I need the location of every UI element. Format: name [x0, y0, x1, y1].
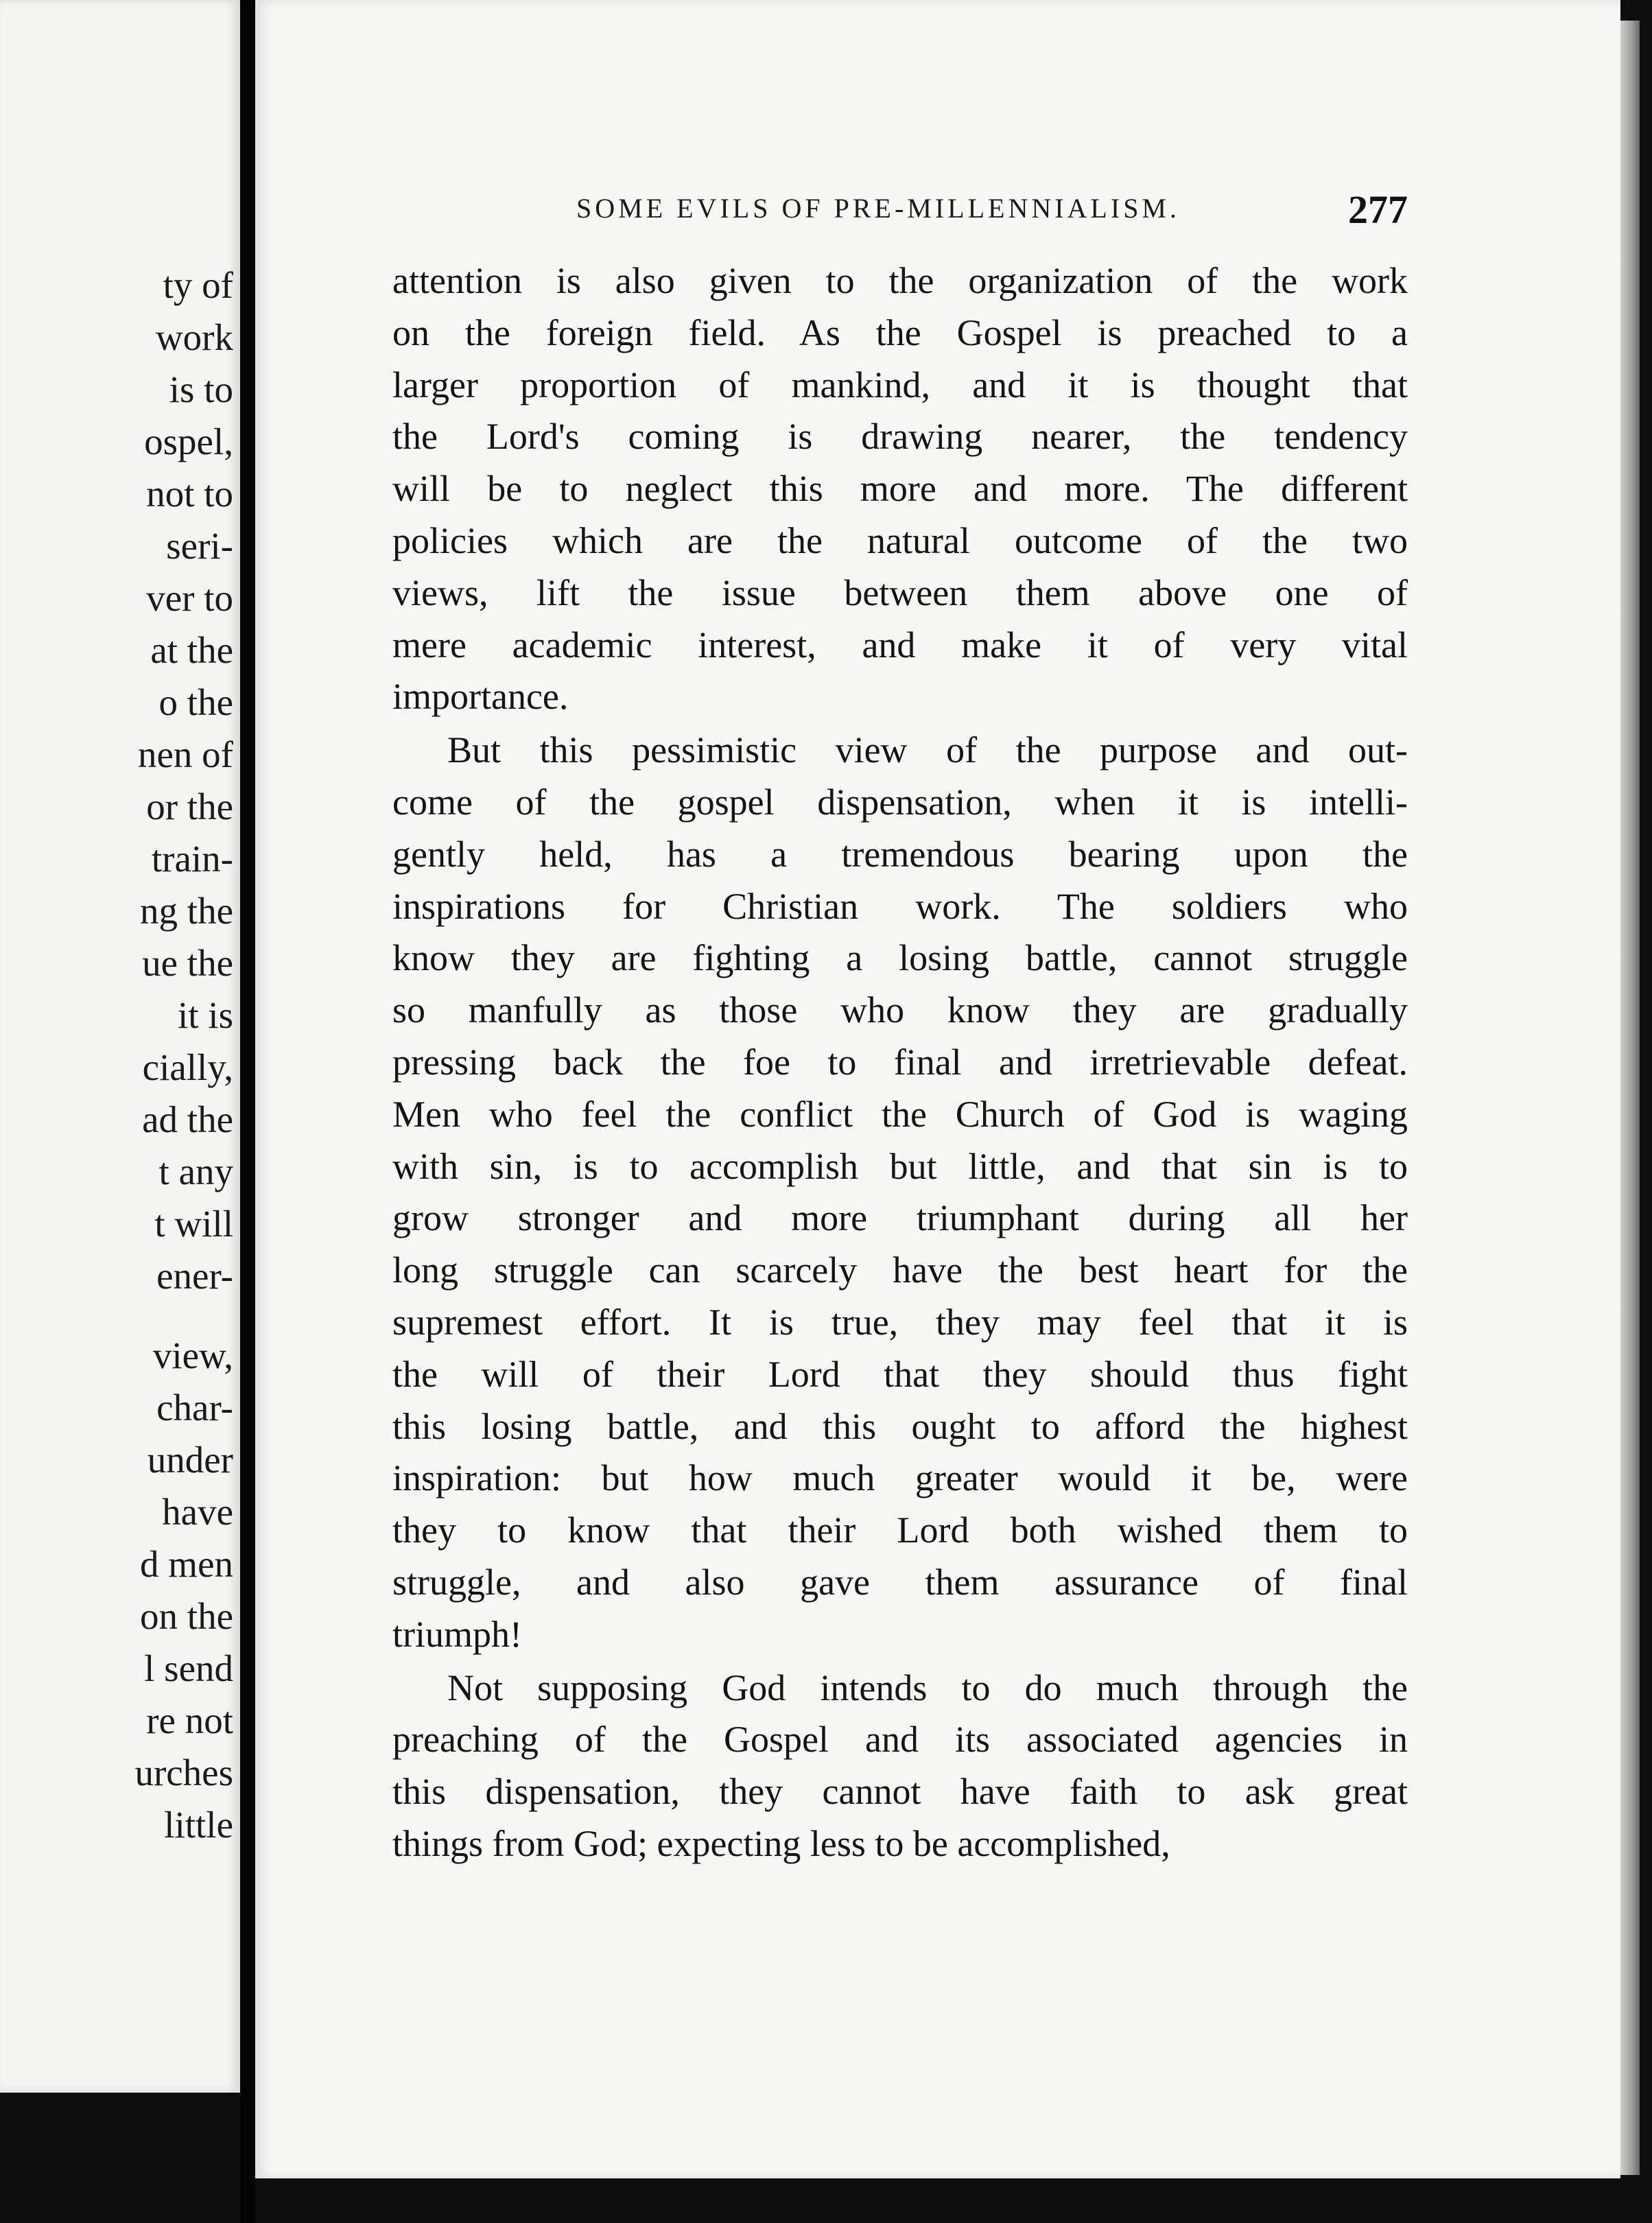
text-line: views, lift the issue between them above one of [392, 572, 1408, 613]
running-head-title: SOME EVILS OF PRE-MILLENNIALISM. [576, 193, 1180, 224]
text-line: so manfully as those who know they are gradually [392, 989, 1408, 1031]
text-line: things from God; expecting less to be accomplished, [392, 1822, 1170, 1864]
left-page-line: ng the [140, 890, 233, 932]
left-page-line: ue the [142, 942, 233, 984]
text-line: the Lord's coming is drawing nearer, the tendency [392, 416, 1408, 458]
left-page-line: re not [146, 1699, 233, 1741]
text-line: Men who feel the conflict the Church of God is waging [392, 1093, 1408, 1135]
text-line: Not supposing God intends to do much through the [447, 1667, 1408, 1708]
paragraph [392, 725, 1408, 1660]
text-line: larger proportion of mankind, and it is thought that [392, 364, 1408, 405]
text-line: grow stronger and more triumphant during all her [392, 1197, 1408, 1239]
left-page-line: seri- [166, 525, 233, 567]
book-gutter [240, 0, 255, 2223]
text-line: struggle, and also gave them assurance of final [392, 1561, 1408, 1603]
text-line: supremest effort. It is true, they may feel that it is [392, 1301, 1408, 1343]
left-page-line: or the [146, 786, 233, 827]
page-fore-edge [1620, 21, 1640, 2175]
left-page-text [7, 259, 233, 1851]
text-line: on the foreign field. As the Gospel is preached to a [392, 311, 1408, 353]
text-line: will be to neglect this more and more. The different [392, 468, 1408, 510]
text-line: triumph! [392, 1613, 522, 1655]
text-line: But this pessimistic view of the purpose and out- [447, 729, 1408, 771]
left-page-line: not to [146, 473, 233, 515]
left-page-line: t will [154, 1203, 233, 1245]
text-line: policies which are the natural outcome of the two [392, 519, 1408, 561]
text-line: inspirations for Christian work. The soldiers who [392, 885, 1408, 927]
left-page-line: ener- [156, 1255, 233, 1297]
left-page-line: urches [134, 1752, 233, 1793]
left-page-line: char- [156, 1387, 233, 1428]
text-line: importance. [392, 676, 569, 718]
text-line: gently held, has a tremendous bearing upon the [392, 833, 1408, 875]
left-page-line: under [147, 1439, 233, 1481]
page-number: 277 [1348, 187, 1408, 232]
left-page-fragment [0, 0, 240, 2093]
left-page-line: ospel, [144, 421, 233, 462]
text-line: with sin, is to accomplish but little, and that sin is to [392, 1145, 1408, 1187]
left-page-line: it is [178, 994, 233, 1036]
text-line: inspiration: but how much greater would it be, were [392, 1457, 1408, 1499]
left-page-line: work [155, 316, 233, 358]
text-line: the will of their Lord that they should thus fight [392, 1353, 1408, 1395]
left-page-line: little [164, 1804, 233, 1846]
text-line: know they are fighting a losing battle, cannot struggle [392, 937, 1408, 979]
left-page-line: at the [150, 629, 233, 671]
running-head [316, 187, 1408, 235]
left-page-line: cially, [142, 1046, 233, 1088]
text-line: this dispensation, they cannot have faith to ask great [392, 1771, 1408, 1813]
paragraph [392, 1662, 1408, 1870]
text-line: come of the gospel dispensation, when it is intelli- [392, 781, 1408, 823]
left-page-line: l send [144, 1647, 233, 1689]
left-page-line: on the [140, 1595, 233, 1637]
left-page-line: t any [158, 1151, 233, 1192]
left-page-line: is to [169, 368, 233, 410]
paragraph [392, 255, 1408, 723]
left-page-line: view, [152, 1334, 233, 1376]
left-page-line: have [162, 1491, 233, 1533]
text-line: this losing battle, and this ought to afford the highest [392, 1405, 1408, 1447]
left-page-line: ty of [163, 264, 233, 306]
left-page-line: train- [151, 838, 233, 880]
text-line: pressing back the foe to final and irretrievable defeat. [392, 1041, 1408, 1083]
body-text [392, 255, 1408, 1870]
text-line: preaching of the Gospel and its associated agencies in [392, 1719, 1408, 1761]
text-line: mere academic interest, and make it of very vital [392, 624, 1408, 666]
left-page-line: o the [158, 681, 233, 723]
text-line: they to know that their Lord both wished them to [392, 1509, 1408, 1551]
left-page-line: nen of [138, 733, 233, 775]
text-line: long struggle can scarcely have the best heart for the [392, 1249, 1408, 1291]
left-page-line: d men [140, 1543, 233, 1585]
left-page-line: ad the [142, 1098, 233, 1140]
text-line: attention is also given to the organization of the work [392, 260, 1408, 301]
left-page-line: ver to [146, 577, 233, 619]
